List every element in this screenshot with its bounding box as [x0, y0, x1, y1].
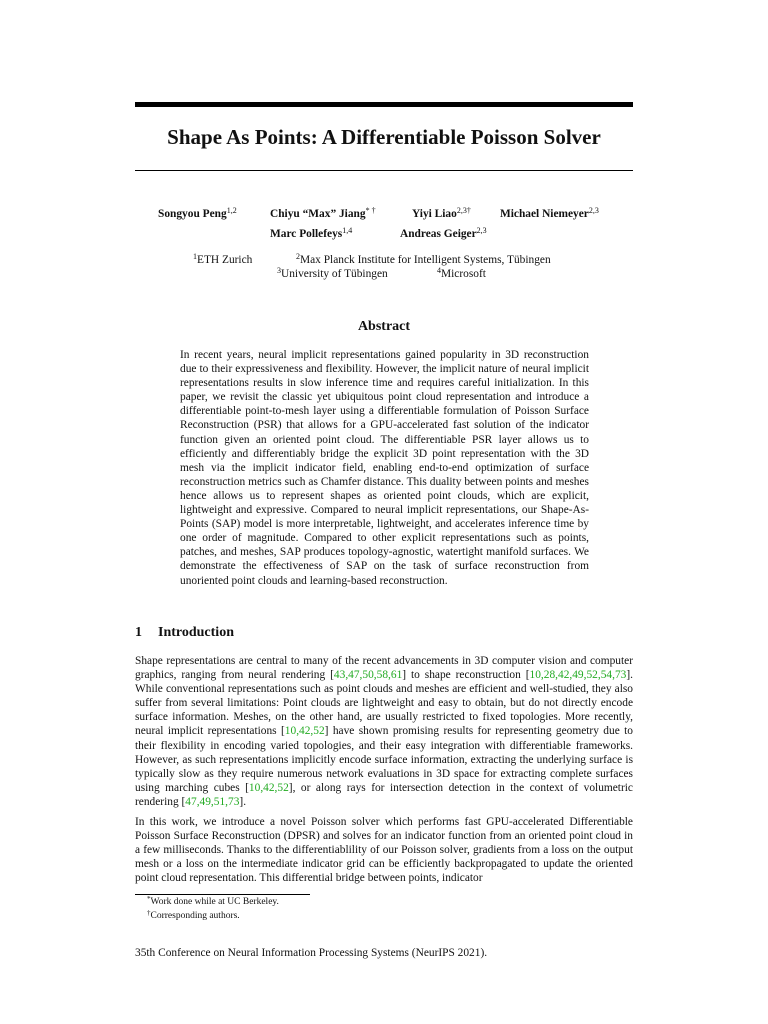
- citation-link[interactable]: 43,47,50,58,61: [333, 669, 403, 682]
- intro-paragraph-1: Shape representations are central to many of the recent advancements in 3D computer vision and computer graphics, ranging from neural rendering [43,47,50,58,61] to shape reconstruction [10,28,42,49,52,54,73]. While conventional representations such as point clouds and meshes are efficient and well-studied, they also suffer from several limitations: Point clouds are lightweight and easy to obtain, but do not directly encode surface information. Meshes, on the other hand, are usually restricted to fixed topologies. More recently, neural implicit representations [10,42,52] have shown promising results for representing geometry due to their flexibility in encoding varied topologies, and their easy integration with differentiable frameworks. However, as such representations implicitly encode surface information, extracting the underlying surface is typically slow as they require numerous network evaluations in 3D space for extracting complete surfaces using marching cubes [10,42,52], or along rays for intersection detection in the context of volumetric rendering [47,49,51,73].: [135, 655, 633, 808]
- section-number: 1: [135, 625, 142, 640]
- affiliation-microsoft: $^4$Microsoft: [437, 266, 486, 280]
- footnote-2: †Corresponding authors.: [147, 909, 240, 921]
- footnote-1: *Work done while at UC Berkeley.: [147, 895, 279, 907]
- abstract-body: In recent years, neural implicit representations gained popularity in 3D reconstruction due to their expressiveness and flexibility. However, the implicit nature of neural implicit representations results in slow inference time and requires careful initialization. In this paper, we revisit the classic yet ubiquitous point cloud representation and introduce a differentiable point-to-mesh layer using a differentiable formulation of Poisson Surface Reconstruction (PSR) that allows for a GPU-accelerated fast solution of the indicator function given an oriented point cloud. The differentiable PSR layer allows us to efficiently and differentiably bridge the explicit 3D point representation with the 3D mesh via the implicit indicator field, enabling end-to-end optimization of surface reconstruction metrics such as Chamfer distance. This duality between points and meshes hence allows us to represent shapes as oriented point clouds, which are explicit, lightweight and expressive. Compared to neural implicit representations, our Shape-As-Points (SAP) model is more interpretable, lightweight, and accelerates inference time by one order of magnitude. Compared to other explicit representations such as points, patches, and meshes, SAP produces topology-agnostic, watertight manifold surfaces. We demonstrate the effectiveness of SAP on the task of surface reconstruction from unoriented point clouds and learning-based reconstruction.: [180, 349, 589, 587]
- citation-link[interactable]: 10,28,42,49,52,54,73: [529, 669, 627, 682]
- affiliation-mpi: $^2$Max Planck Institute for Intelligent Systems, Tübingen: [296, 252, 551, 266]
- citation-link[interactable]: 10,42,52: [284, 725, 325, 738]
- abstract-heading: Abstract: [357, 319, 411, 334]
- author-yiyi-liao: Yiyi Liao$^{2,3\dagger}$: [412, 206, 471, 220]
- author-marc-pollefeys: Marc Pollefeys$^{1,4}$: [270, 226, 353, 240]
- author-chiyu-jiang: Chiyu “Max” Jiang* †: [270, 206, 376, 220]
- intro-paragraph-2: In this work, we introduce a novel Poisson solver which performs fast GPU-accelerated Differentiable Poisson Surface Reconstruction (DPSR) and solves for an indicator function from an oriented point cloud in a few milliseconds. Thanks to the differentiablility of our Poisson solver, gradients from a loss on the output mesh or a loss on the intermediate indicator grid can be efficiently backpropagated to update the oriented point cloud representation. This differential bridge between points, indicator: [135, 816, 633, 885]
- affiliation-tuebingen: $^3$University of Tübingen: [277, 266, 388, 280]
- title-bottom-rule: [135, 170, 633, 171]
- section-title: Introduction: [158, 625, 234, 640]
- footnote-rule: [135, 894, 310, 895]
- author-andreas-geiger: Andreas Geiger$^{2,3}$: [400, 226, 487, 240]
- affiliation-eth: $^1$ETH Zurich: [193, 252, 253, 266]
- venue-note: 35th Conference on Neural Information Processing Systems (NeurIPS 2021).: [135, 947, 488, 959]
- section-heading-introduction: [135, 623, 234, 643]
- citation-link[interactable]: 10,42,52: [248, 781, 289, 794]
- title-top-rule: [135, 102, 633, 107]
- author-michael-niemeyer: Michael Niemeyer$^{2,3}$: [500, 206, 599, 220]
- paper-title: Shape As Points: A Differentiable Poisson Solver: [167, 125, 601, 149]
- citation-link[interactable]: 47,49,51,73: [185, 795, 240, 808]
- author-songyou-peng: Songyou Peng$^{1,2}$: [158, 206, 237, 220]
